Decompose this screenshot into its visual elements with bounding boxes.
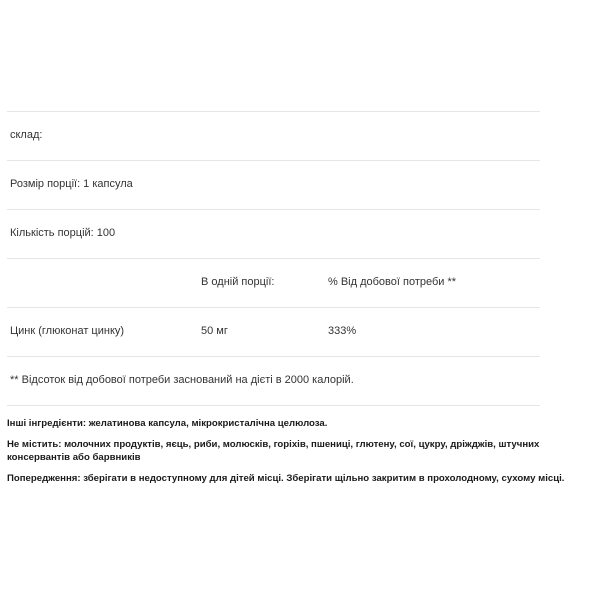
storage-warning: Попередження: зберігати в недоступному для дітей місці. Зберігати щільно закритим в прохолодному, сухому місці. (7, 473, 565, 484)
table-row (7, 307, 540, 356)
serving-size: Розмір порції: 1 капсула (10, 178, 133, 190)
serving-size-row (7, 160, 540, 209)
nutrient-daily-value: 333% (328, 325, 357, 337)
product-notes (7, 417, 597, 493)
allergen-statement: Не містить: молочних продуктів, яєць, риби, молюсків, горіхів, пшениці, глютену, сої, цукру, дріжджів, штучних консервантів або барвників (7, 439, 540, 463)
table-title: склад: (10, 129, 43, 141)
nutrient-name: Цинк (глюконат цинку) (10, 325, 125, 337)
footnote-row (7, 356, 540, 406)
other-ingredients: Інші інгредієнти: желатинова капсула, мікрокристалічна целюлоза. (7, 418, 328, 429)
servings-count-row (7, 209, 540, 258)
header-col-daily-value: % Від добової потреби ** (328, 276, 457, 288)
daily-value-footnote: ** Відсоток від добової потреби заснований на дієті в 2000 калорій. (10, 374, 354, 386)
servings-count: Кількість порцій: 100 (10, 227, 116, 239)
supplement-facts-table (7, 111, 540, 406)
nutrient-amount: 50 мг (201, 325, 228, 337)
table-header-row (7, 258, 540, 307)
table-title-row (7, 111, 540, 160)
header-col-amount: В одній порції: (201, 276, 275, 288)
